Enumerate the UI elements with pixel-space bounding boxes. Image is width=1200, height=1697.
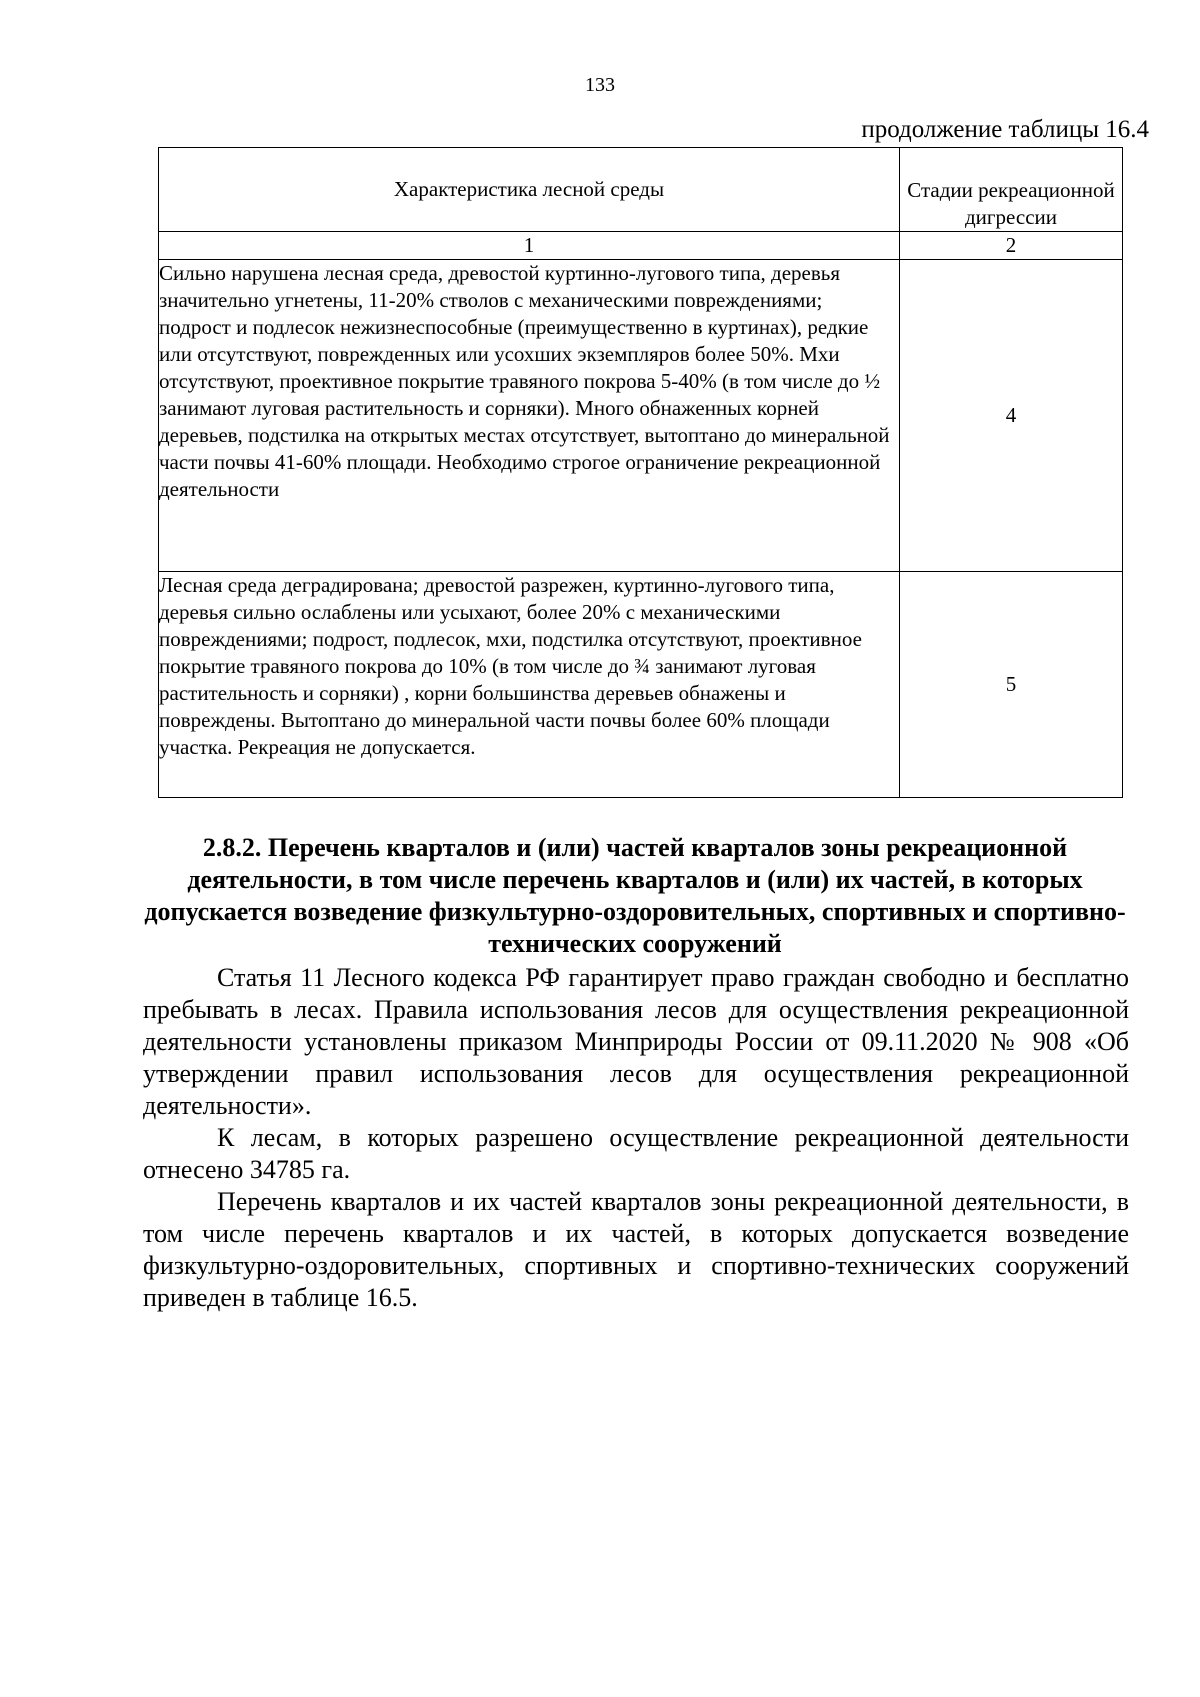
table-header-row	[159, 148, 1123, 232]
body-paragraph	[143, 962, 1129, 1122]
stage-cell: 5	[900, 572, 1123, 798]
header-digression-stages: Стадии рекреационной дигрессии	[900, 148, 1123, 232]
column-number: 1	[159, 232, 900, 260]
paragraph-text: Статья 11 Лесного кодекса РФ гарантирует право граждан свободно и бесплатно пребывать в лесах. Правила использования лесов для осуществления рекреационной деятельности установлены приказом Минприроды России от 09.11.2020 № 908 «Об утверждении правил использования лесов для осуществления рекреационной деятельности».	[143, 963, 1129, 1120]
stage-cell: 4	[900, 260, 1123, 572]
body-paragraph	[143, 1186, 1129, 1314]
table-continuation-label: продолжение таблицы 16.4	[861, 116, 1149, 143]
table-column-numbers-row	[159, 232, 1123, 260]
paragraph-text: К лесам, в которых разрешено осуществление рекреационной деятельности отнесено 34785 га.	[143, 1123, 1129, 1184]
forest-description-cell: Лесная среда деградирована; древостой разрежен, куртинно-лугового типа, деревья сильно ослаблены или усыхают, более 20% с механическими повреждениями; подрост, подлесок, мхи, подстилка отсутствуют, проективное покрытие травяного покрова до 10% (в том числе до ¾ занимают луговая растительность и сорняки) , корни большинства деревьев обнажены и повреждены. Вытоптано до минеральной части почвы более 60% площади участка. Рекреация не допускается.	[159, 572, 900, 798]
table-row	[159, 572, 1123, 798]
header-forest-characteristics: Характеристика лесной среды	[159, 148, 900, 232]
section-heading: 2.8.2. Перечень кварталов и (или) частей кварталов зоны рекреационной деятельности, в том числе перечень кварталов и (или) их частей, в которых допускается возведение физкультурно-оздоровительных, спортивных и спортивно-технических сооружений	[144, 833, 1126, 958]
table-row	[159, 260, 1123, 572]
forest-description-cell: Сильно нарушена лесная среда, древостой куртинно-лугового типа, деревья значительно угнетены, 11-20% стволов с механическими повреждениями; подрост и подлесок нежизнеспособные (преимущественно в куртинах), редкие или отсутствуют, поврежденных или усохших экземпляров более 50%. Мхи отсутствуют, проективное покрытие травяного покрова 5-40% (в том числе до ½ занимают луговая растительность и сорняки). Много обнаженных корней деревьев, подстилка на открытых местах отсутствует, вытоптано до минеральной части почвы 41-60% площади. Необходимо строгое ограничение рекреационной деятельности	[159, 260, 900, 572]
recreational-digression-table	[158, 147, 1123, 798]
body-paragraph	[143, 1122, 1129, 1186]
column-number: 2	[900, 232, 1123, 260]
page-number: 133	[585, 74, 615, 96]
paragraph-text: Перечень кварталов и их частей кварталов зоны рекреационной деятельности, в том числе перечень кварталов и их частей, в которых допускается возведение физкультурно-оздоровительных, спортивных и спортивно-технических сооружений приведен в таблице 16.5.	[143, 1187, 1129, 1312]
